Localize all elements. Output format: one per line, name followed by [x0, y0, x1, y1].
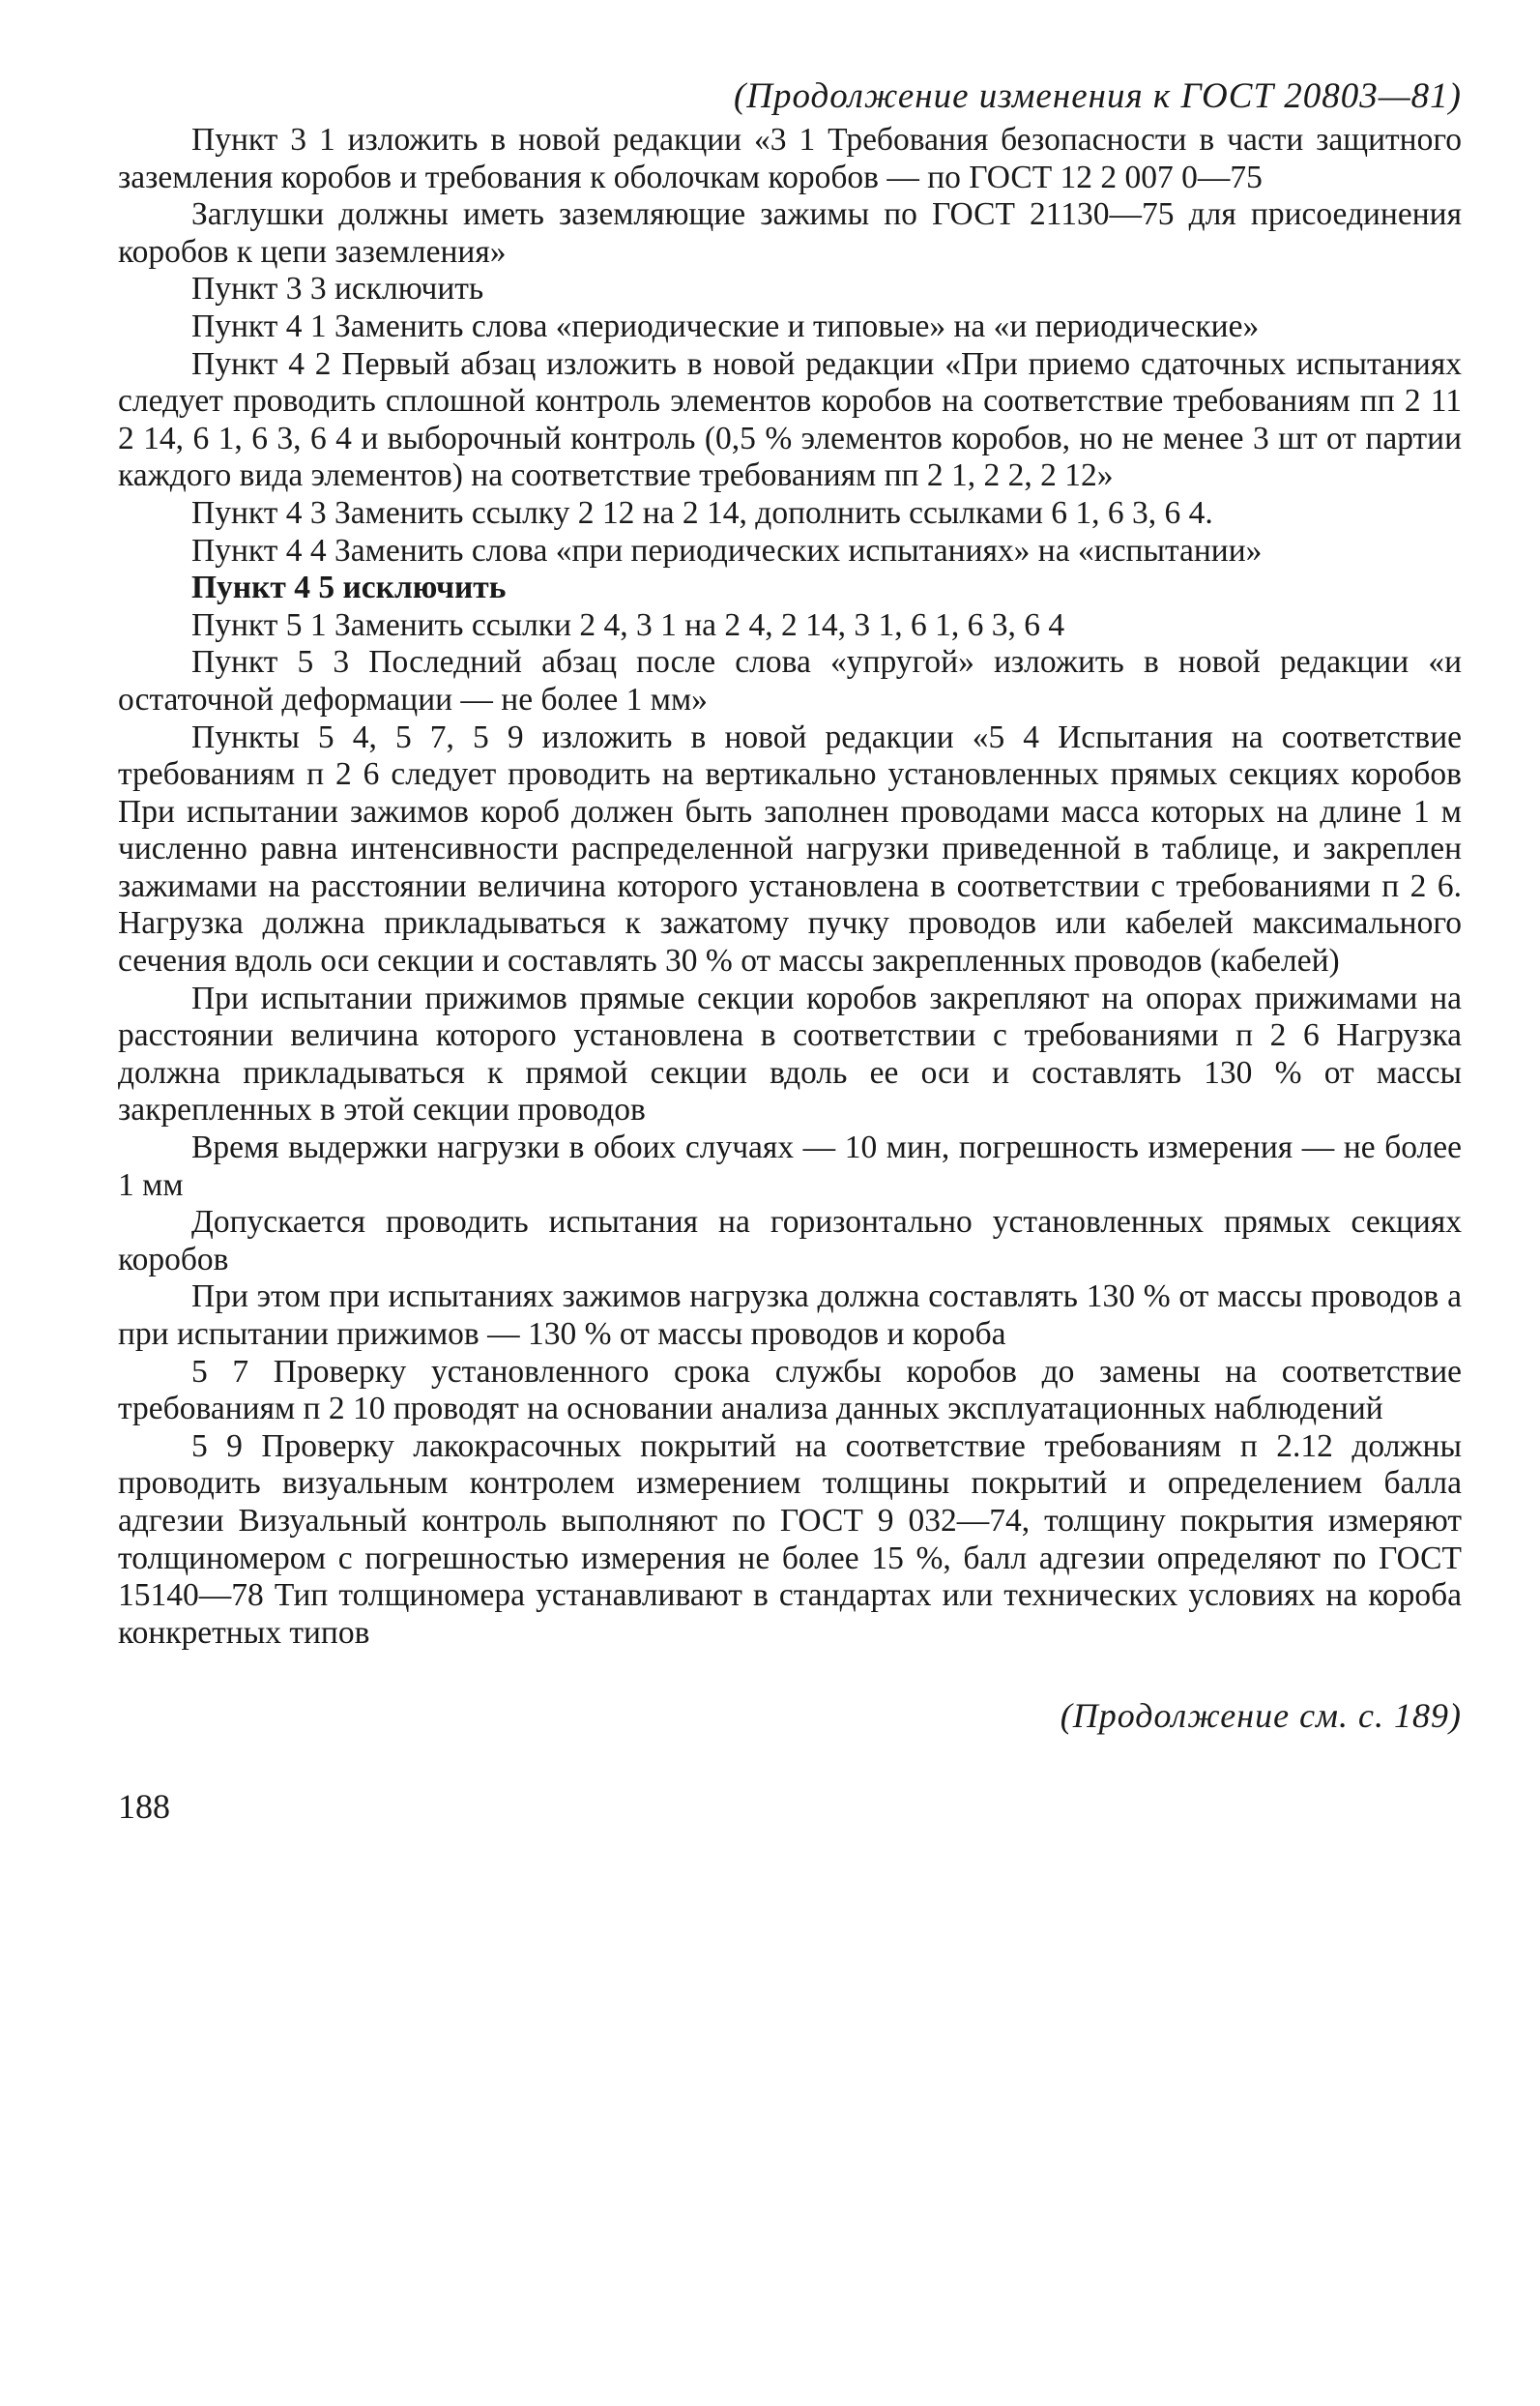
paragraph-4-5: Пункт 4 5 исключить [191, 570, 507, 606]
paragraph-3-1: Пункт 3 1 изложить в новой редакции «3 1 Требования безопасности в части защитного заземления коробов и требования к оболочкам коробов — по ГОСТ 12 2 007 0—75 [118, 122, 1462, 195]
paragraph-4-3: Пункт 4 3 Заменить ссылку 2 12 на 2 14, дополнить ссылками 6 1, 6 3, 6 4. [191, 494, 1213, 531]
paragraph-4-1: Пункт 4 1 Заменить слова «периодические и типовые» на «и периодические» [191, 308, 1260, 344]
document-body [118, 122, 1462, 1652]
document-page [118, 75, 1462, 1828]
paragraph-3-3: Пункт 3 3 исключить [191, 271, 484, 308]
paragraph-hold-time: Время выдержки нагрузки в обоих случаях — 10 мин, погрешность измерения — не более 1 мм [118, 1130, 1462, 1203]
paragraph-5-1: Пункт 5 1 Заменить ссылки 2 4, 3 1 на 2 4, 2 14, 3 1, 6 1, 6 3, 6 4 [191, 606, 1065, 643]
paragraph-grounding: Заглушки должны иметь заземляющие зажимы по ГОСТ 21130—75 для присоединения коробов к цепи заземления» [118, 196, 1462, 270]
continuation-header: (Продолжение изменения к ГОСТ 20803—81) [733, 76, 1462, 116]
page-number: 188 [118, 1787, 170, 1827]
continuation-footer: (Продолжение см. с. 189) [1060, 1696, 1462, 1736]
paragraph-5-3: Пункт 5 3 Последний абзац после слова «упругой» изложить в новой редакции «и остаточной деформации — не более 1 мм» [118, 644, 1462, 718]
paragraph-5-9: 5 9 Проверку лакокрасочных покрытий на соответствие требованиям п 2.12 должны проводить визуальным контролем измерением толщины покрытий и определением балла адгезии Визуальный контроль выполняют по ГОСТ 9 032—74, толщину покрытия измеряют толщиномером с погрешностью измерения не более 15 %, балл адгезии определяют по ГОСТ 15140—78 Тип толщиномера устанавливают в стандартах или технических условиях на короба конкретных типов [118, 1427, 1462, 1651]
paragraph-5-4: Пункты 5 4, 5 7, 5 9 изложить в новой редакции «5 4 Испытания на соответствие требованиям п 2 6 следует проводить на вертикально установленных прямых секциях коробов При испытании зажимов короб должен быть заполнен проводами масса которых на длине 1 м численно равна интенсивности распределенной нагрузки приведенной в таблице, и закреплен зажимами на расстоянии величина которого установлена в соответствии с требованиями п 2 6. Нагрузка должна прикладываться к зажатому пучку проводов или кабелей максимального сечения вдоль оси секции и составлять 30 % от массы закрепленных проводов (кабелей) [118, 719, 1462, 980]
paragraph-load: При этом при испытаниях зажимов нагрузка должна составлять 130 % от массы проводов а при испытании прижимов — 130 % от массы проводов и короба [118, 1278, 1462, 1352]
paragraph-horizontal: Допускается проводить испытания на горизонтально установленных прямых секциях коробов [118, 1204, 1462, 1277]
paragraph-4-4: Пункт 4 4 Заменить слова «при периодических испытаниях» на «испытании» [191, 532, 1263, 569]
paragraph-5-7: 5 7 Проверку установленного срока службы коробов до замены на соответствие требованиям п 2 10 проводят на основании анализа данных эксплуатационных наблюдений [118, 1353, 1462, 1427]
paragraph-4-2: Пункт 4 2 Первый абзац изложить в новой редакции «При приемо сдаточных испытаниях следует проводить сплошной контроль элементов коробов на соответствие требованиям пп 2 11 2 14, 6 1, 6 3, 6 4 и выборочный контроль (0,5 % элементов коробов, но не менее 3 шт от партии каждого вида элементов) на соответствие требованиям пп 2 1, 2 2, 2 12» [118, 345, 1462, 494]
paragraph-clamps: При испытании прижимов прямые секции коробов закрепляют на опорах прижимами на расстоянии величина которого установлена в соответствии с требованиями п 2 6 Нагрузка должна прикладываться к прямой секции вдоль ее оси и составлять 130 % от массы закрепленных в этой секции проводов [118, 980, 1462, 1129]
